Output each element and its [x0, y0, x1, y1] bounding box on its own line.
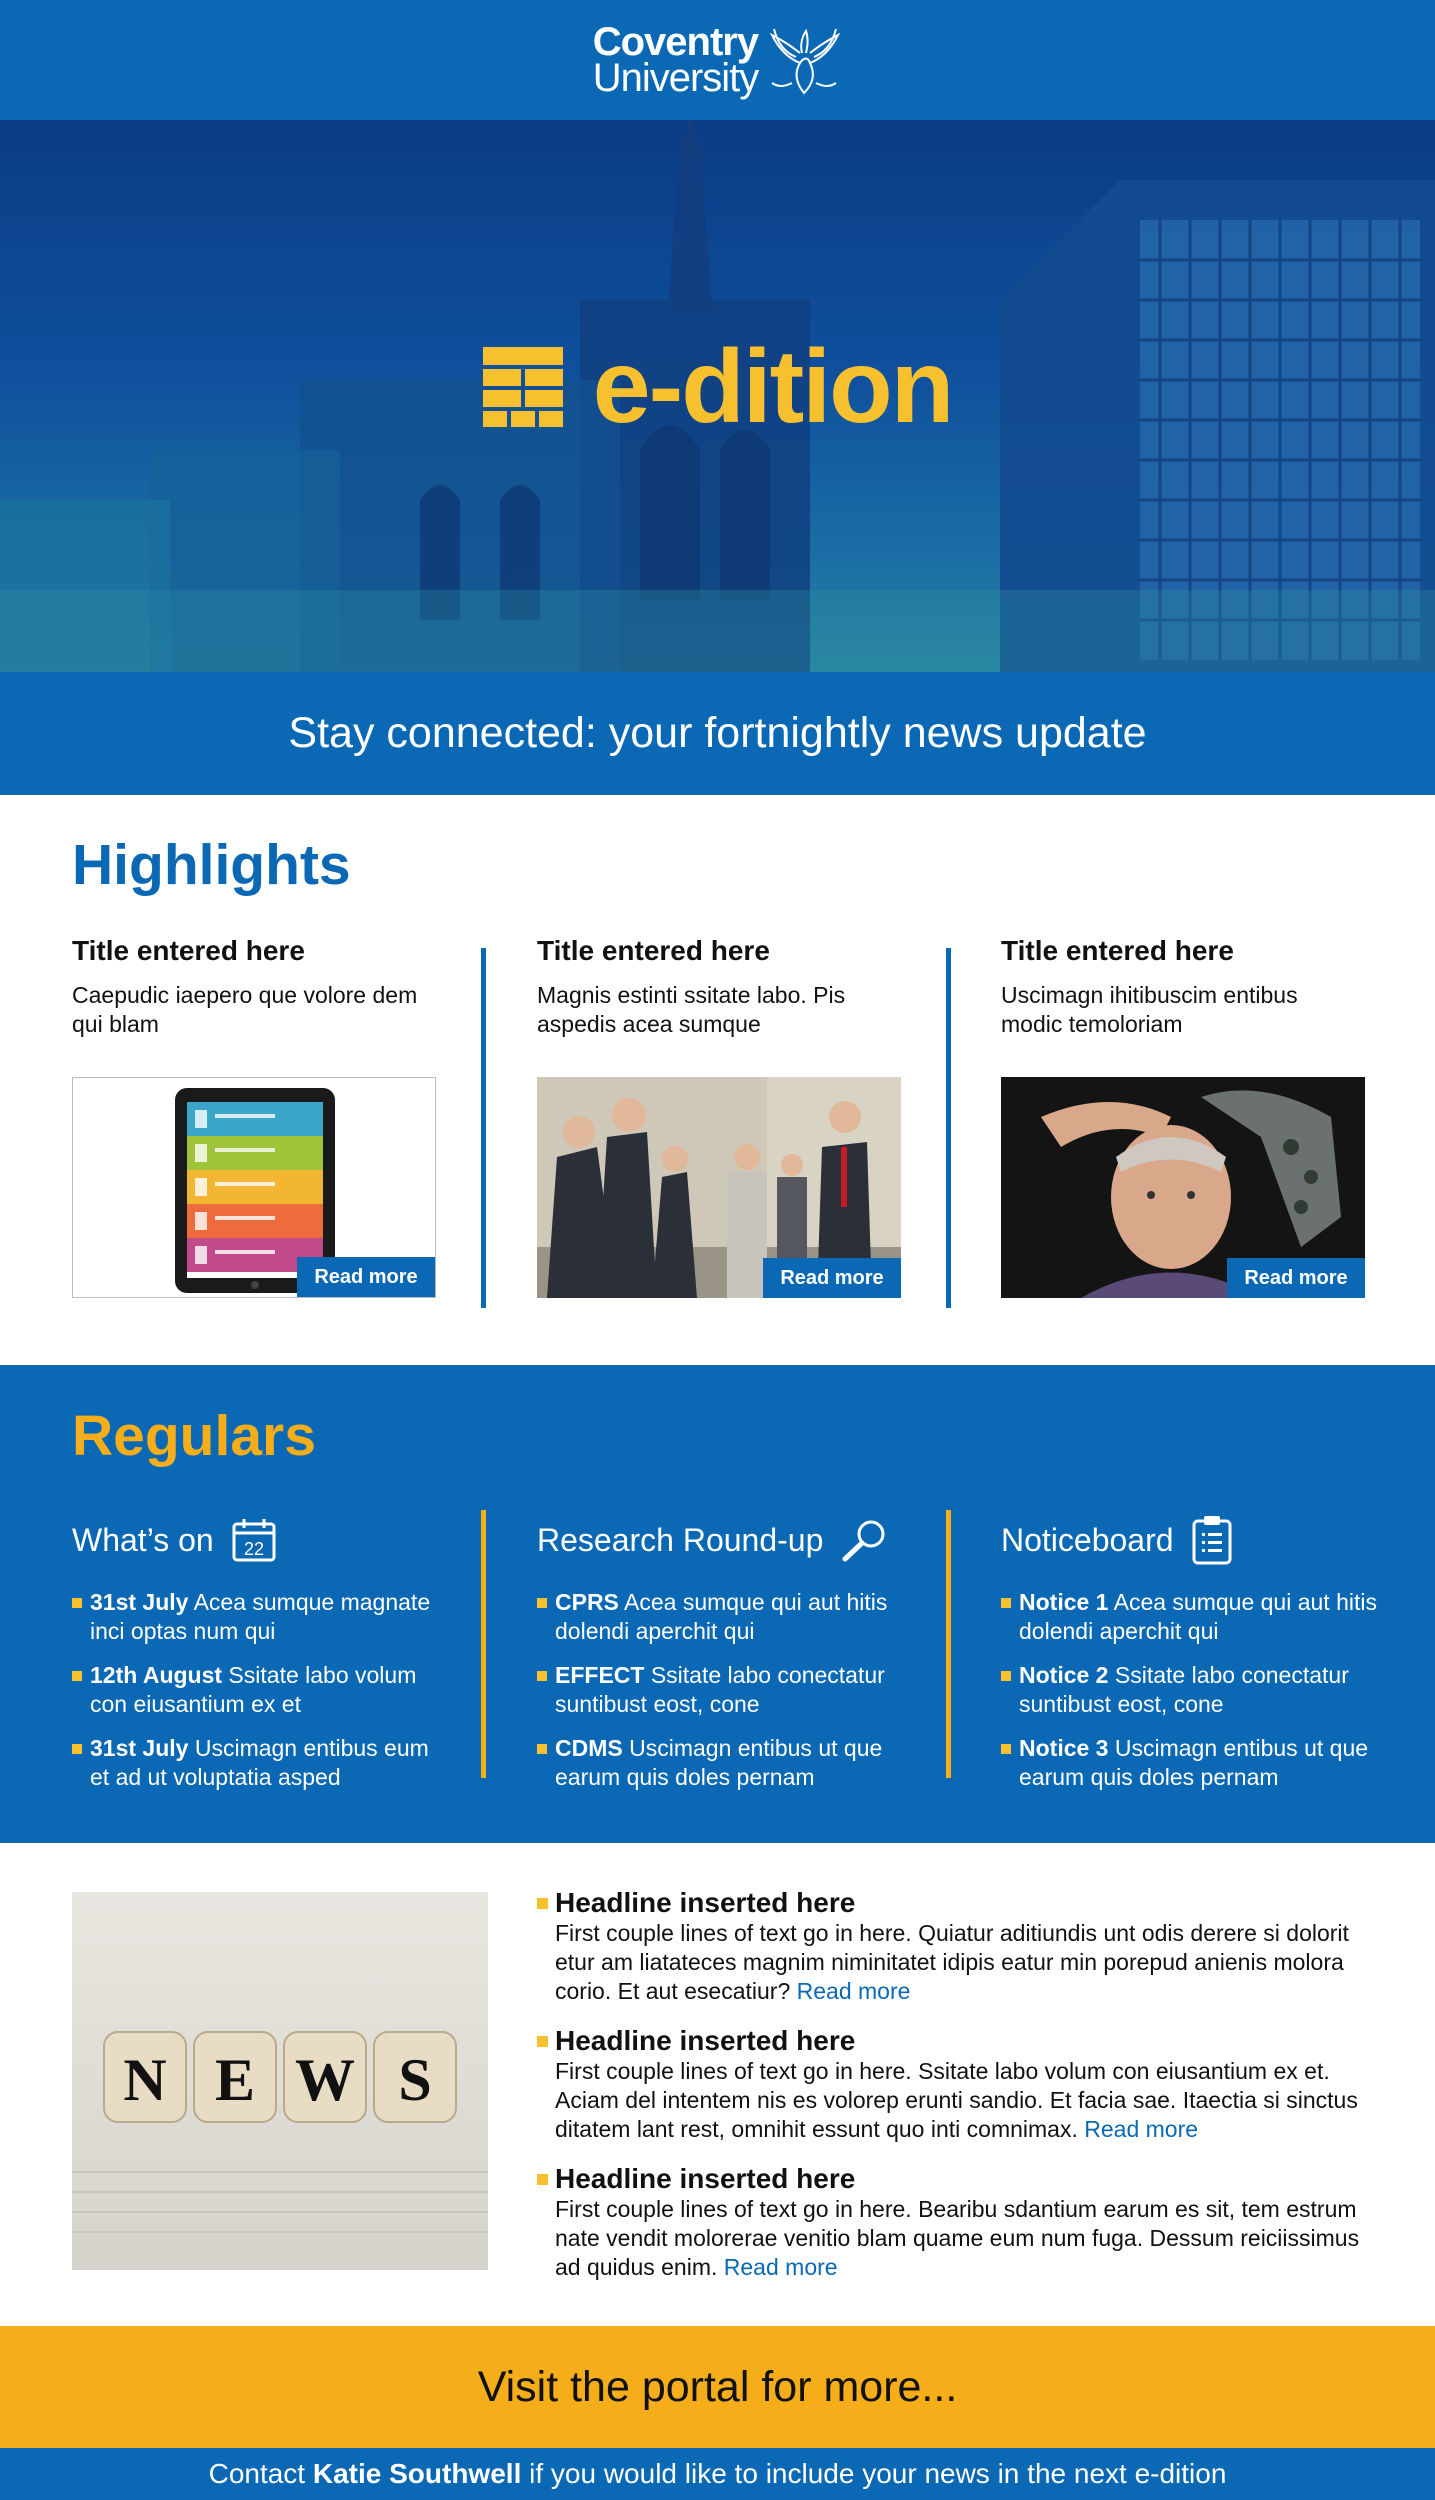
footer-bar	[0, 2448, 1435, 2500]
column-title[interactable]: What’s on	[72, 1521, 214, 1558]
news-text: First couple lines of text go in here. Bearibu sdantium earum es sit, tem estrum nate vendit molorerae venitio blam quame eum num fuga. Dessum reiciissimus ad quidus enim. Read more	[555, 2196, 1360, 2280]
read-more-link[interactable]: Read more	[1084, 2116, 1199, 2142]
highlights-heading: Highlights	[72, 833, 351, 897]
highlight-text: Caepudic iaepero que volore dem qui blam	[72, 982, 418, 1037]
column-divider	[481, 948, 486, 1308]
highlight-card-2	[537, 935, 901, 1298]
phoenix-icon	[766, 23, 842, 97]
footer-text: Contact Katie Southwell if you would like to include your news in the next e-dition	[208, 2458, 1227, 2489]
regulars-section	[0, 1365, 1435, 1843]
portal-label: Visit the portal for more...	[477, 2362, 958, 2411]
column-title[interactable]: Noticeboard	[1001, 1521, 1174, 1558]
news-text: First couple lines of text go in here. Quiatur aditiundis unt odis derere si dolorit etur am liatateces magnim niminitatet idipis eatur min porepud anienis molora corio. Et aut esecatiur? Read more	[555, 1920, 1349, 2004]
contact-name[interactable]: Katie Southwell	[312, 2458, 522, 2489]
read-more-link[interactable]: Read more	[723, 2254, 838, 2280]
dice-letter: E	[214, 2047, 256, 2113]
list-item[interactable]: 31st July Uscimagn entibus eum et ad ut voluptatia asped	[72, 1734, 452, 1792]
calendar-icon	[232, 1518, 276, 1562]
read-more-button[interactable]: Read more	[297, 1257, 435, 1297]
tagline-bar	[0, 672, 1435, 795]
tagline-text: Stay connected: your fortnightly news update	[288, 709, 1147, 757]
highlight-title[interactable]: Title entered here	[1001, 935, 1234, 966]
whats-on-column	[72, 1510, 452, 1807]
portal-banner-button[interactable]	[0, 2326, 1435, 2448]
list-item[interactable]: CDMS Uscimagn entibus ut que earum quis doles pernam	[537, 1734, 917, 1792]
news-headline[interactable]: Headline inserted here	[555, 2025, 856, 2056]
news-item	[537, 1886, 1367, 2006]
read-more-link[interactable]: Read more	[796, 1978, 911, 2004]
clipboard-icon	[1192, 1515, 1232, 1565]
news-text: First couple lines of text go in here. Ssitate labo volum con eiusantium ex et. Aciam del intentem nis es volorep erunti sandio. Et facia sae. Itaectia si sinctus ditatem lant rest, omnihit essunt quo inti comnimax. Read more	[555, 2058, 1358, 2142]
news-headline[interactable]: Headline inserted here	[555, 2163, 856, 2194]
highlight-text: Uscimagn ihitibuscim entibus modic temoloriam	[1001, 982, 1298, 1037]
tablet-app-image[interactable]	[72, 1077, 436, 1298]
highlight-card-1	[72, 935, 436, 1298]
regulars-heading: Regulars	[72, 1404, 316, 1468]
edition-grid-icon	[483, 347, 563, 427]
news-item	[537, 2024, 1367, 2144]
calendar-day: 22	[243, 1539, 264, 1559]
read-more-button[interactable]: Read more	[1227, 1258, 1365, 1298]
dice-letter: N	[123, 2047, 167, 2113]
highlight-title[interactable]: Title entered here	[537, 935, 770, 966]
column-divider	[946, 1510, 951, 1778]
header-bar	[0, 0, 1435, 120]
edition-title: e-dition	[592, 329, 953, 445]
news-headline[interactable]: Headline inserted here	[555, 1887, 856, 1918]
logo-line2: University	[592, 56, 759, 100]
list-item[interactable]: CPRS Acea sumque qui aut hitis dolendi aperchit qui	[537, 1588, 917, 1646]
man-with-robot-hand-image[interactable]	[1001, 1077, 1365, 1298]
news-dice-image	[72, 1892, 488, 2270]
news-list	[537, 1886, 1367, 2300]
noticeboard-column	[1001, 1510, 1381, 1807]
dice-letter: S	[398, 2047, 432, 2113]
highlight-text: Magnis estinti ssitate labo. Pis aspedis acea sumque	[537, 982, 846, 1037]
list-item[interactable]: 31st July Acea sumque magnate inci optas num qui	[72, 1588, 452, 1646]
column-title[interactable]: Research Round-up	[537, 1521, 824, 1558]
highlight-title[interactable]: Title entered here	[72, 935, 305, 966]
column-divider	[946, 948, 951, 1308]
list-item[interactable]: Notice 2 Ssitate labo conectatur suntibust eost, cone	[1001, 1661, 1381, 1719]
university-logo[interactable]	[593, 22, 843, 98]
list-item[interactable]: Notice 1 Acea sumque qui aut hitis dolendi aperchit qui	[1001, 1588, 1381, 1646]
news-item	[537, 2162, 1367, 2282]
magnifier-icon	[841, 1518, 889, 1562]
dice-letter: W	[295, 2047, 355, 2113]
hero-banner	[0, 120, 1435, 672]
list-item[interactable]: 12th August Ssitate labo volum con eiusantium ex et	[72, 1661, 452, 1719]
edition-logo	[0, 329, 1435, 445]
logo-line1: Coventry	[592, 20, 759, 64]
research-roundup-column	[537, 1510, 917, 1807]
list-item[interactable]: Notice 3 Uscimagn entibus ut que earum quis doles pernam	[1001, 1734, 1381, 1792]
list-item[interactable]: EFFECT Ssitate labo conectatur suntibust eost, cone	[537, 1661, 917, 1719]
column-divider	[481, 1510, 486, 1778]
group-of-people-image[interactable]	[537, 1077, 901, 1298]
read-more-button[interactable]: Read more	[763, 1258, 901, 1298]
highlight-card-3	[1001, 935, 1365, 1298]
